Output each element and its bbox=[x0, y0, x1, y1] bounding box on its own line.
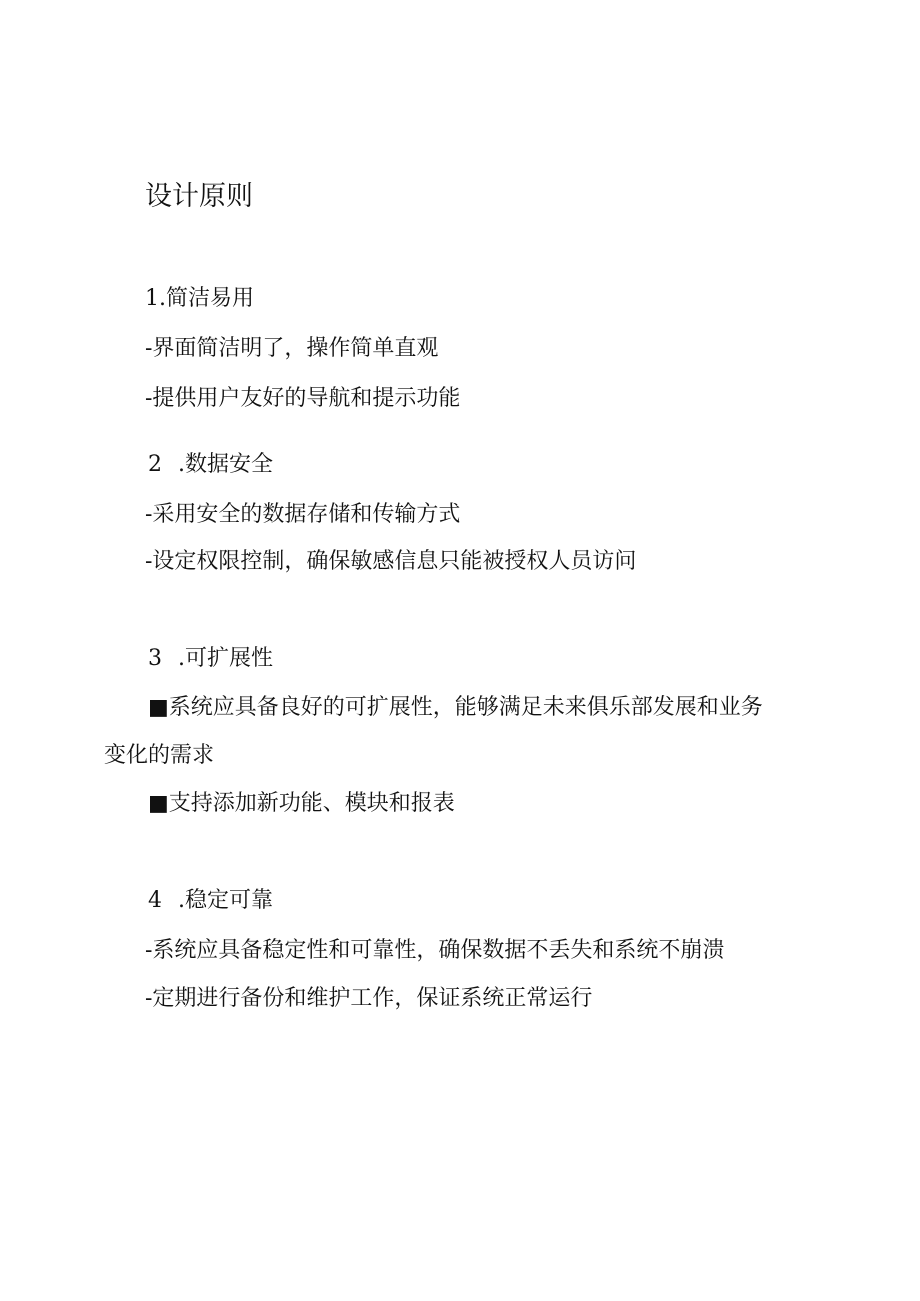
section-heading-2 bbox=[148, 450, 273, 480]
list-item: -界面简洁明了，操作简单直观 bbox=[145, 336, 439, 361]
list-item: -系统应具备稳定性和可靠性，确保数据不丢失和系统不崩溃 bbox=[145, 938, 725, 963]
section-heading-1: 1.简洁易用 bbox=[145, 286, 254, 311]
section-heading-text: .稳定可靠 bbox=[178, 888, 273, 913]
list-item-continuation: 变化的需求 bbox=[104, 743, 215, 768]
section-number: 2 bbox=[148, 452, 162, 477]
section-heading-3 bbox=[148, 644, 273, 674]
list-item: ■系统应具备良好的可扩展性，能够满足未来俱乐部发展和业务 bbox=[148, 695, 763, 720]
section-heading-4 bbox=[148, 886, 273, 916]
list-item: -采用安全的数据存储和传输方式 bbox=[145, 502, 461, 527]
list-item: -定期进行备份和维护工作，保证系统正常运行 bbox=[145, 986, 593, 1011]
page-title: 设计原则 bbox=[145, 181, 253, 212]
section-number: 3 bbox=[148, 646, 162, 671]
section-number: 4 bbox=[148, 888, 162, 913]
list-item: ■支持添加新功能、模块和报表 bbox=[148, 791, 455, 816]
section-heading-text: .数据安全 bbox=[178, 452, 273, 477]
list-item: -提供用户友好的导航和提示功能 bbox=[145, 386, 461, 411]
section-heading-text: .可扩展性 bbox=[178, 646, 273, 671]
list-item: -设定权限控制，确保敏感信息只能被授权人员访问 bbox=[145, 549, 637, 574]
